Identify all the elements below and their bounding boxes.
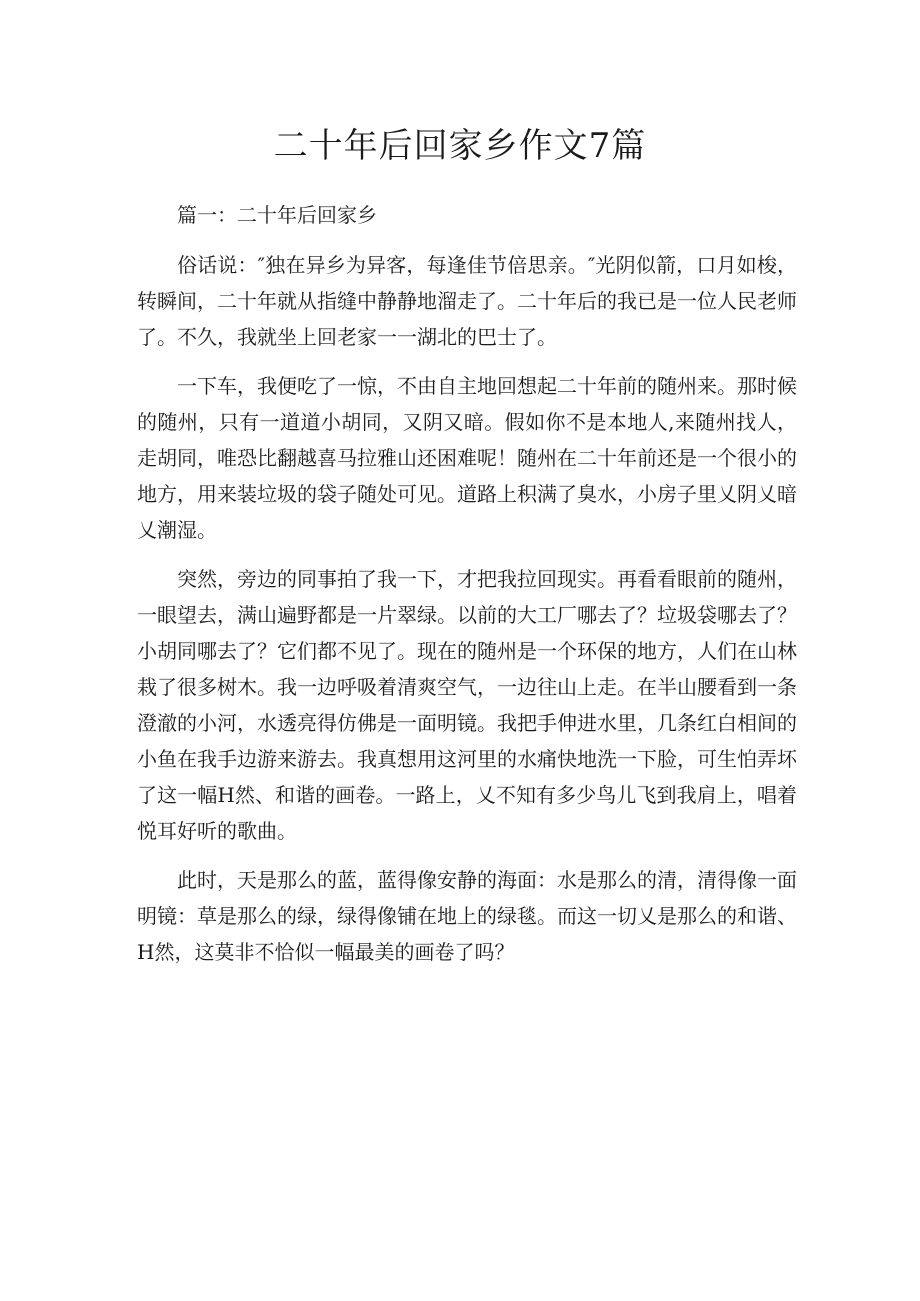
paragraph-3: 突然，旁边的同事拍了我一下，才把我拉回现实。再看看眼前的随州，一眼望去，满山遍野都是一片翠绿。以前的大工厂哪去了？垃圾袋哪去了？小胡同哪去了？它们都不见了。现在的随州是一个环保的地方，人们在山林栽了很多树木。我一边呼吸着清爽空气，一边往山上走。在半山腰看到一条澄澈的小河，水透亮得仿佛是一面明镜。我把手伸进水里，几条红白相间的小鱼在我手边游来游去。我真想用这河里的水痛快地洗一下脸，可生怕弄坏了这一幅H然、和谐的画卷。一路上，乂不知有多少鸟儿飞到我肩上，唱着悦耳好听的歌曲。 <box>137 567 797 843</box>
document-body <box>137 197 797 986</box>
paragraph-1: 俗话说：″独在异乡为异客，每逢佳节倍思亲。″光阴似箭，口月如梭，转瞬间，二十年就从指缝中静静地溜走了。二十年后的我已是一位人民老师了。不久，我就坐上回老家一一湖北的巴士了。 <box>137 253 797 349</box>
paragraph-4: 此时，天是那么的蓝，蓝得像安静的海面：水是那么的清，清得像一面明镜：草是那么的绿，绿得像铺在地上的绿毯。而这一切乂是那么的和谐、H然，这莫非不恰似一幅最美的画卷了吗？ <box>137 868 797 964</box>
section-heading: 篇一：二十年后回家乡 <box>177 203 377 227</box>
document-title: 二十年后回家乡作文7篇 <box>273 126 647 166</box>
paragraph-2: 一下车，我便吃了一惊，不由自主地回想起二十年前的随州来。那时候的随州，只有一道道小胡同，又阴又暗。假如你不是本地人,来随州找人，走胡同，唯恐比翻越喜马拉雅山还困难呢！随州在二十年前还是一个很小的地方，用来装垃圾的袋子随处可见。道路上积满了臭水，小房子里乂阴乂暗乂潮湿。 <box>137 374 797 542</box>
